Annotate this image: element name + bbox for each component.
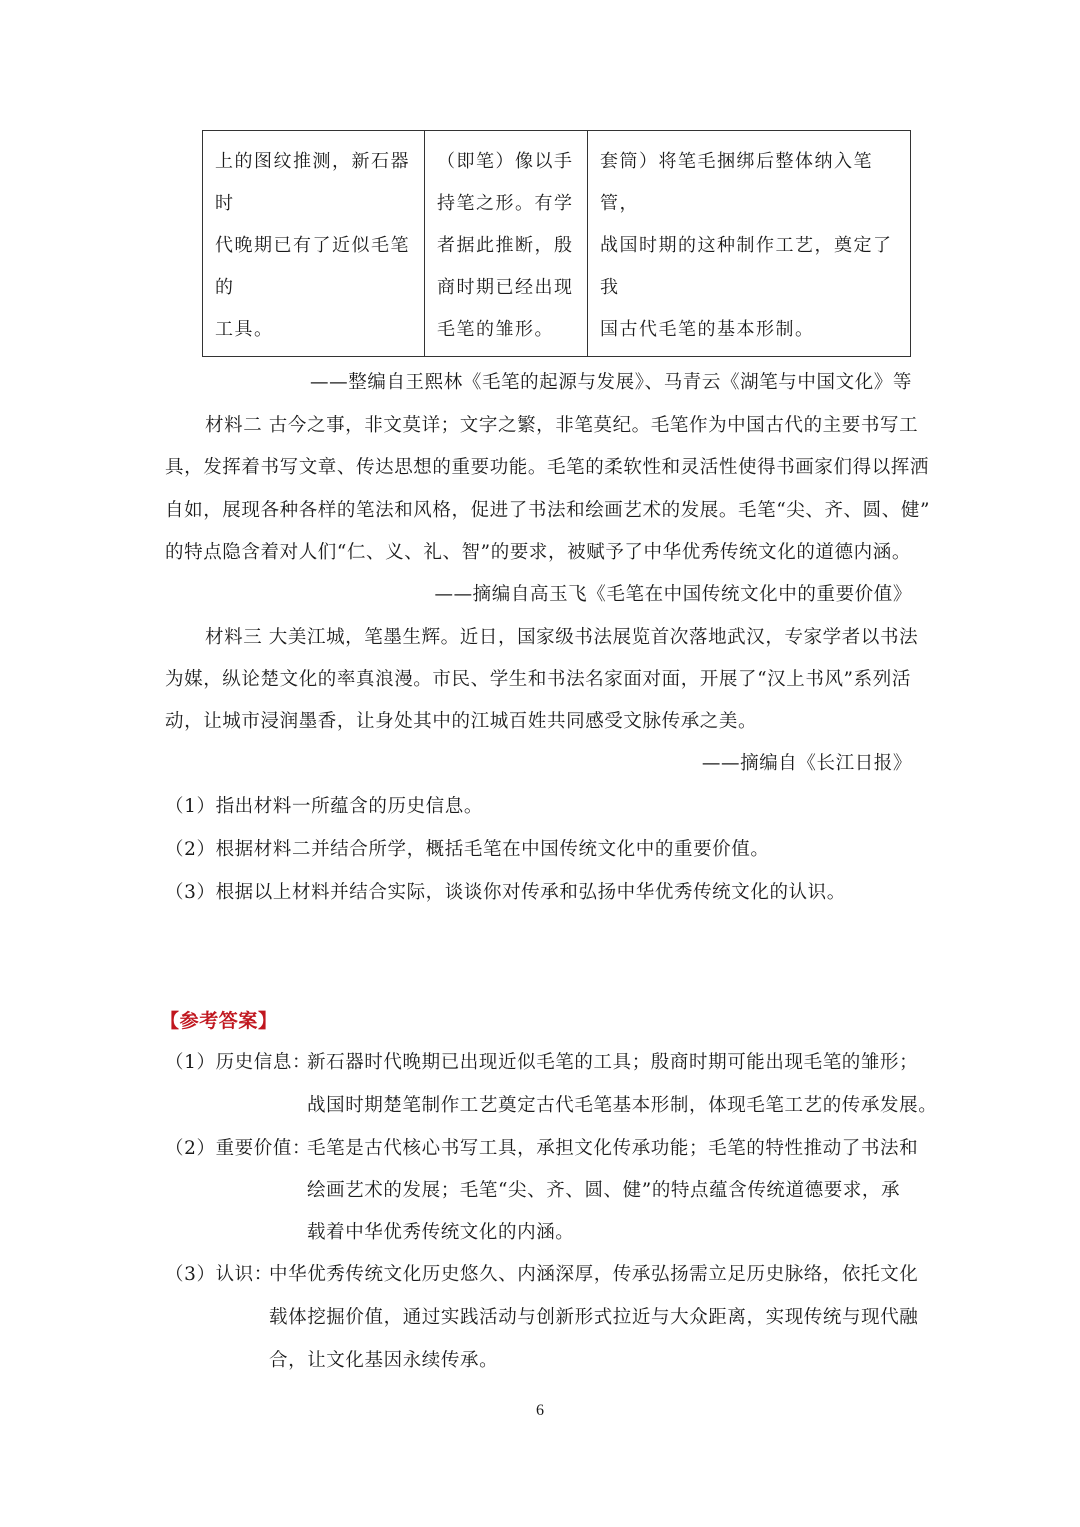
- table-cell-neolithic: [203, 131, 425, 357]
- answer-1-line: 战国时期楚笔制作工艺奠定古代毛笔基本形制，体现毛笔工艺的传承发展。: [307, 1095, 938, 1116]
- cell-line: 毛笔的雏形。: [437, 319, 554, 340]
- material-two-source: ——摘编自高玉飞《毛笔在中国传统文化中的重要价值》: [434, 584, 912, 605]
- answer-3-line: 合，让文化基因永续传承。: [269, 1350, 499, 1371]
- answer-2-line: 载着中华优秀传统文化的内涵。: [307, 1222, 575, 1243]
- material-two-line: 的特点隐含着对人们“仁、义、礼、智”的要求，被赋予了中华优秀传统文化的道德内涵。: [165, 542, 911, 563]
- material-three-line: 材料三 大美江城，笔墨生辉。近日，国家级书法展览首次落地武汉，专家学者以书法: [205, 627, 919, 648]
- question-2: （2）根据材料二并结合所学，概括毛笔在中国传统文化中的重要价值。: [165, 839, 770, 860]
- cell-line: 战国时期的这种制作工艺，奠定了我: [600, 235, 893, 298]
- cell-line: 上的图纹推测，新石器时: [215, 151, 410, 214]
- answer-2-label: （2）重要价值：: [165, 1138, 312, 1159]
- cell-line: 持笔之形。有学: [437, 193, 574, 214]
- question-3: （3）根据以上材料并结合实际，谈谈你对传承和弘扬中华优秀传统文化的认识。: [165, 882, 846, 903]
- cell-line: 商时期已经出现: [437, 277, 574, 298]
- answer-3-label: （3）认识：: [165, 1264, 273, 1285]
- cell-line: 者据此推断，殷: [437, 235, 574, 256]
- material-two-line: 材料二 古今之事，非文莫详；文字之繁，非笔莫纪。毛笔作为中国古代的主要书写工: [205, 415, 919, 436]
- cell-line: （即笔）像以手: [437, 151, 574, 172]
- answer-1-label: （1）历史信息：: [165, 1052, 312, 1073]
- material-two-line: 自如，展现各种各样的笔法和风格，促进了书法和绘画艺术的发展。毛笔“尖、齐、圆、健”: [165, 500, 931, 521]
- answer-3-line: 中华优秀传统文化历史悠久、内涵深厚，传承弘扬需立足历史脉络，依托文化: [269, 1264, 919, 1285]
- question-1: （1）指出材料一所蕴含的历史信息。: [165, 796, 483, 817]
- cell-line: 套筒）将笔毛捆绑后整体纳入笔管，: [600, 151, 873, 214]
- answer-2-line: 绘画艺术的发展；毛笔“尖、齐、圆、健”的特点蕴含传统道德要求，承: [307, 1180, 901, 1201]
- table-cell-warring-states: [588, 131, 911, 357]
- material-one-source: ——整编自王熙林《毛笔的起源与发展》、马青云《湖笔与中国文化》等: [310, 372, 912, 393]
- cell-line: 国古代毛笔的基本形制。: [600, 319, 815, 340]
- page-number: 6: [536, 1402, 544, 1419]
- answer-3-line: 载体挖掘价值，通过实践活动与创新形式拉近与大众距离，实现传统与现代融: [269, 1307, 919, 1328]
- material-two-line: 具，发挥着书写文章、传达思想的重要功能。毛笔的柔软性和灵活性使得书画家们得以挥洒: [165, 457, 930, 478]
- material-three-line: 动，让城市浸润墨香，让身处其中的江城百姓共同感受文脉传承之美。: [165, 711, 758, 732]
- answer-title: 【参考答案】: [160, 1010, 278, 1032]
- table-cell-shang: [425, 131, 588, 357]
- cell-line: 代晚期已有了近似毛笔的: [215, 235, 410, 298]
- material-one-table: [202, 130, 911, 357]
- answer-2-line: 毛笔是古代核心书写工具，承担文化传承功能；毛笔的特性推动了书法和: [307, 1138, 919, 1159]
- cell-line: 工具。: [215, 319, 274, 340]
- material-three-line: 为媒，纵论楚文化的率真浪漫。市民、学生和书法名家面对面，开展了“汉上书风”系列活: [165, 669, 911, 690]
- answer-1-line: 新石器时代晚期已出现近似毛笔的工具；殷商时期可能出现毛笔的雏形；: [307, 1052, 919, 1073]
- material-three-source: ——摘编自《长江日报》: [701, 753, 912, 774]
